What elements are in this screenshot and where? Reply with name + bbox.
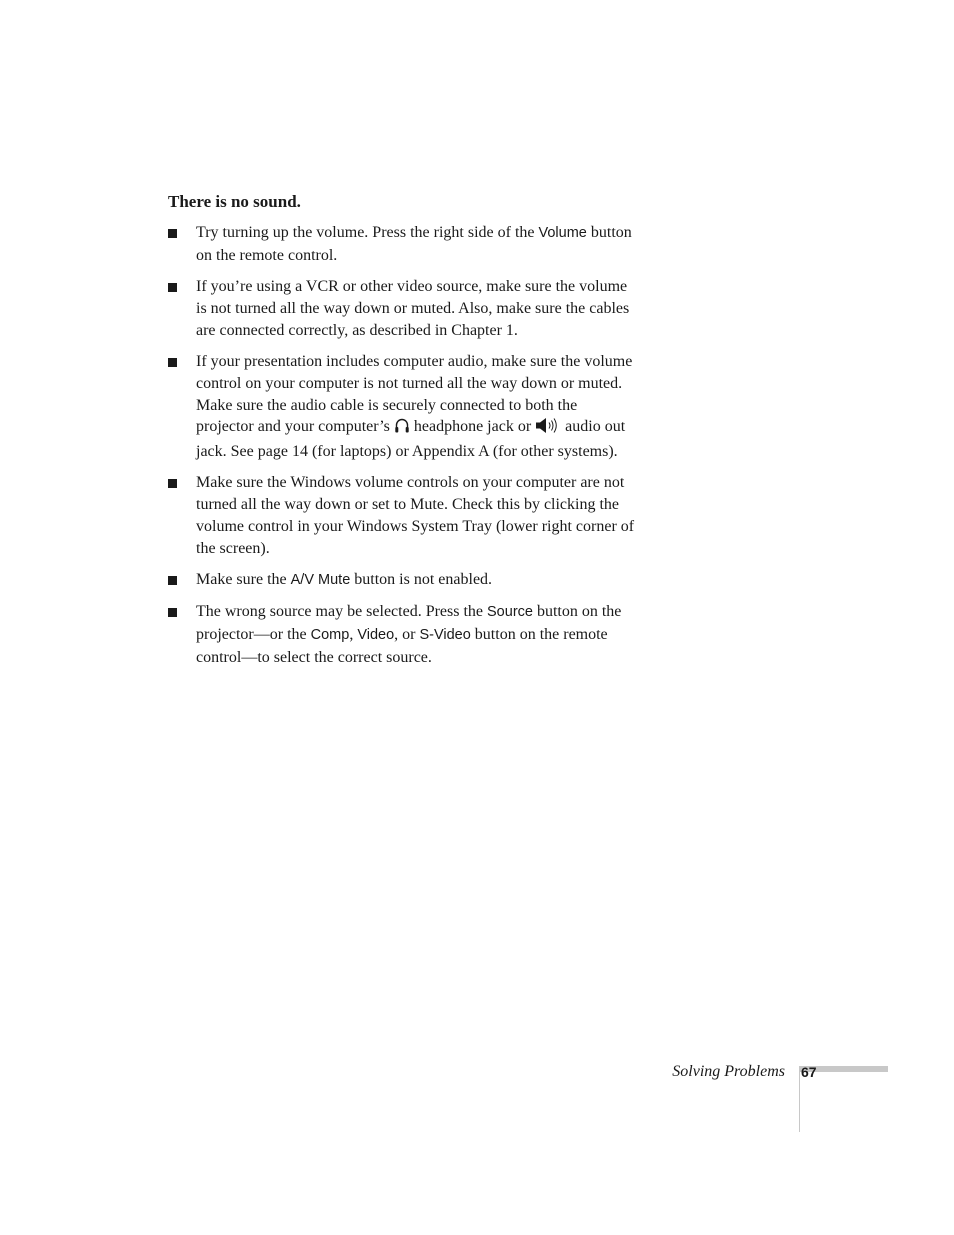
headphone-icon — [394, 417, 410, 441]
item-text: The wrong source may be selected. Press the — [196, 603, 488, 621]
bullet-square-icon — [168, 229, 177, 238]
list-item — [168, 569, 638, 592]
item-text: , or — [394, 626, 420, 644]
running-footer-title: Solving Problems — [672, 1063, 785, 1080]
list-item — [168, 601, 638, 668]
item-text: Try turning up the volume. Press the right side of the — [196, 224, 539, 241]
av-mute-button-label: A/V Mute — [290, 572, 351, 589]
footer-divider — [799, 1066, 800, 1132]
item-text: button on the remote control. — [196, 224, 632, 264]
bullet-square-icon — [168, 479, 177, 488]
speaker-icon — [535, 417, 561, 441]
list-item — [168, 276, 638, 341]
item-text: audio out jack. See page 14 (for laptops) or Appendix A (for other systems). — [196, 418, 626, 461]
item-text: Make sure the Windows volume controls on your computer are not turned all the way down or set to Mute. Check this by clicking the volume control in your Windows System Tray (lower right corner of the screen). — [196, 474, 635, 557]
source-button-label: Source — [487, 604, 533, 621]
item-text: Make sure the — [196, 571, 291, 589]
list-item — [168, 351, 638, 463]
s-video-button-label: S-Video — [419, 627, 471, 644]
video-button-label: Video — [357, 627, 395, 644]
item-text: button is not enabled. — [350, 571, 493, 589]
item-text: button on the remote control—to select the correct source. — [196, 626, 608, 667]
bullet-square-icon — [168, 283, 177, 292]
page-number: 67 — [801, 1064, 817, 1080]
item-text: button on the projector—or the — [196, 603, 622, 644]
item-text: headphone jack or — [409, 418, 536, 436]
troubleshooting-list — [168, 222, 638, 678]
bullet-square-icon — [168, 608, 177, 617]
section-heading: There is no sound. — [168, 192, 301, 211]
item-text: , — [349, 626, 358, 644]
bullet-square-icon — [168, 358, 177, 367]
volume-button-label: Volume — [538, 225, 587, 241]
item-text: If you’re using a VCR or other video source, make sure the volume is not turned all the way down or muted. Also, make sure the cables are connected correctly, as described in Chapter 1. — [196, 278, 630, 339]
list-item — [168, 472, 638, 559]
bullet-square-icon — [168, 576, 177, 585]
comp-button-label: Comp — [310, 627, 350, 644]
item-text: If your presentation includes computer audio, make sure the volume control on your computer is not turned all the way down or muted. Make sure the audio cable is securely connected to both the projector and your computer’s — [196, 352, 633, 436]
list-item — [168, 222, 638, 267]
